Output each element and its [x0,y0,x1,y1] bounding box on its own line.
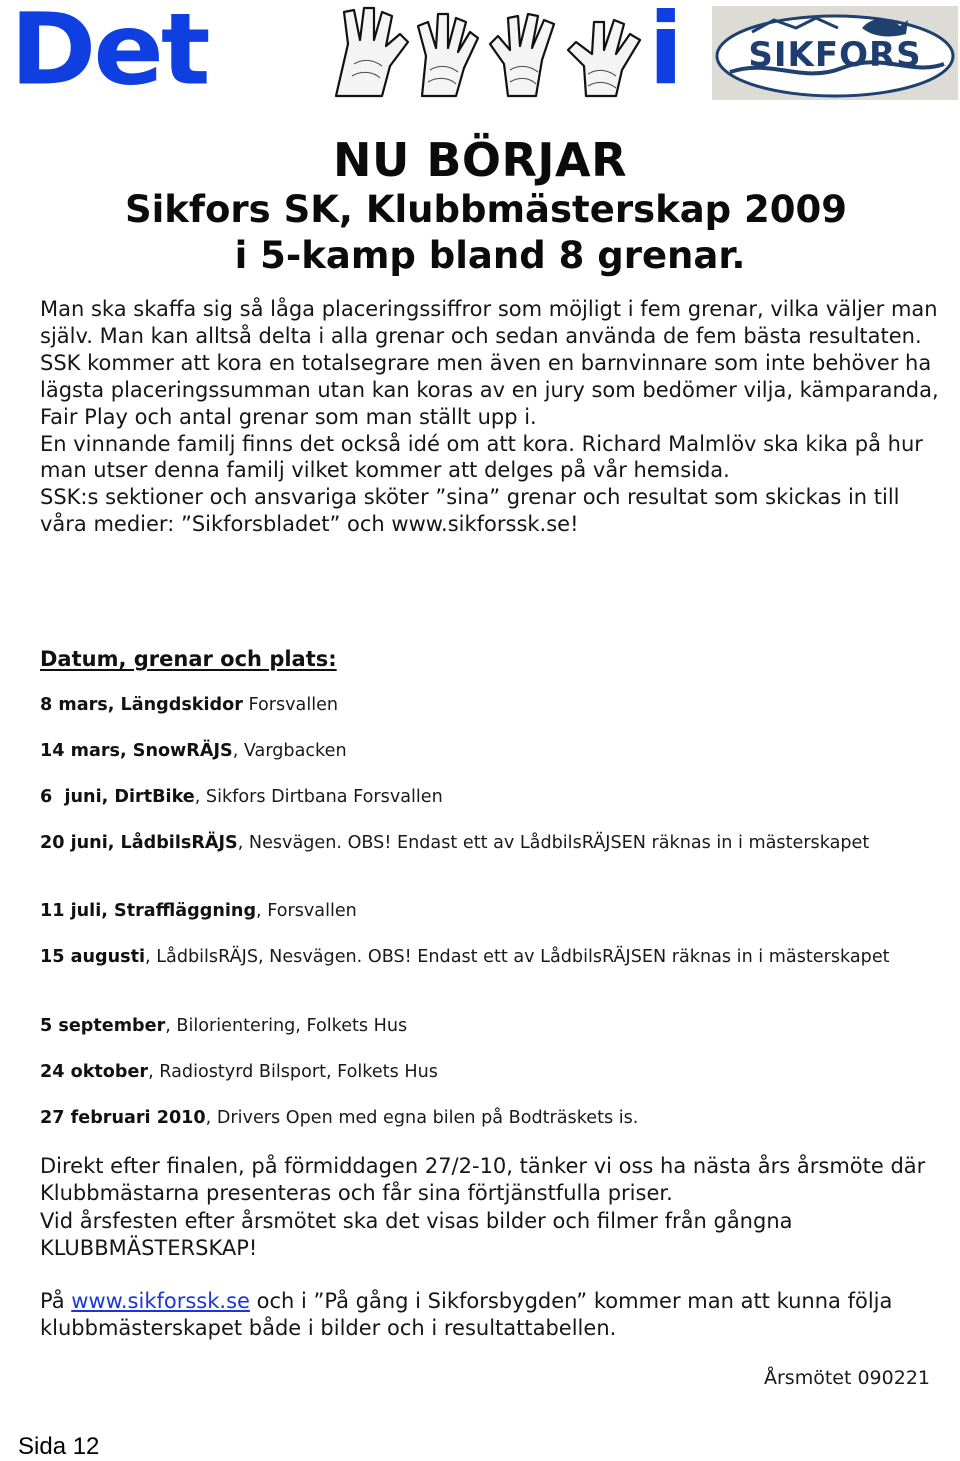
intro-paragraph: SSK:s sektioner och ansvariga sköter ”sina” grenar och resultat som skickas in till våra medier: ”Sikforsbladet” och www.sikforssk.se! [40,485,900,537]
closing-paragraph: Vid årsfesten efter årsmötet ska det visas bilder och filmer från gångna KLUBBMÄSTERSKAP! [40,1208,793,1260]
website-link[interactable]: www.sikforssk.se [71,1289,250,1313]
website-note [40,1288,940,1343]
schedule-item-date: 11 juli, Straffläggning [40,901,257,921]
closing-paragraph: Direkt efter finalen, på förmiddagen 27/2-10, tänker vi oss ha nästa års årsmöte där Klubbmästarna presenteras och får sina förtjänstfulla priser. [40,1154,926,1206]
schedule-item [40,946,940,969]
schedule-item-detail: , Forsvallen [256,901,357,921]
schedule-item [40,832,940,855]
website-note-suffix: och i ”På gång i Sikforsbygden” kommer man att kunna följa klubbmästerskapet både i bilder och i resultattabellen. [40,1289,893,1341]
intro-text [40,296,940,538]
sikfors-logo-graphic [712,6,958,100]
schedule-item-detail: , Radiostyrd Bilsport, Folkets Hus [148,1062,438,1082]
schedule-item-detail: , Sikfors Dirtbana Forsvallen [194,787,443,807]
masthead-brand-det: Det [10,0,208,108]
intro-paragraph: En vinnande familj finns det också idé om att kora. Richard Malmlöv ska kika på hur man utser denna familj vilket kommer att delges på vår hemsida. [40,431,923,483]
schedule-item-detail: , Nesvägen. OBS! Endast ett av LådbilsRÄJSEN räknas in i mästerskapet [237,833,870,853]
sikfors-logo [712,6,958,100]
schedule-heading: Datum, grenar och plats: [40,647,337,671]
hands-illustration [330,4,648,100]
schedule-item-date: 8 mars, Längdskidor [40,695,243,715]
masthead [0,0,960,106]
headline-subtitle-2: i 5-kamp bland 8 grenar. [234,234,746,277]
intro-paragraph: Man ska skaffa sig så låga placeringssiffror som möjligt i fem grenar, vilka väljer man själv. Man kan alltså delta i alla grenar och sedan använda de fem bästa resultaten. [40,297,938,348]
schedule-item-detail: Forsvallen [242,695,339,715]
schedule-item-date: 14 mars, SnowRÄJS [40,741,233,761]
schedule-item-detail: , Bilorientering, Folkets Hus [165,1016,408,1036]
sikfors-logo-text: SIKFORS [748,35,922,75]
schedule-item [40,694,940,717]
schedule-item [40,1107,940,1130]
schedule-item-date: 15 augusti [40,947,146,967]
schedule-item-date: 20 juni, LådbilsRÄJS [40,833,238,853]
signature: Årsmötet 090221 [764,1367,930,1389]
headline-subtitle: Sikfors SK, Klubbmästerskap 2009 [124,188,848,231]
schedule-item-detail: , Vargbacken [232,741,347,761]
headline-title: NU BÖRJAR [332,133,628,187]
intro-paragraph: SSK kommer att kora en totalsegrare men även en barnvinnare som inte behöver ha lägsta placeringssumman utan kan koras av en jury som bedömer vilja, kämparanda, Fair Play och antal grenar som man ställt upp i. [40,350,939,429]
schedule-item [40,900,940,923]
masthead-brand-i: i [648,0,681,108]
schedule-item-detail: , LådbilsRÄJS, Nesvägen. OBS! Endast ett av LådbilsRÄJSEN räknas in i mästerskapet [145,947,890,967]
schedule-item-detail: , Drivers Open med egna bilen på Bodträskets is. [205,1108,639,1128]
schedule-item [40,1015,940,1038]
page-number: Sida 12 [18,1433,100,1460]
schedule-item-date: 5 september [40,1016,166,1036]
closing-text [40,1153,940,1262]
website-note-prefix: På [40,1289,72,1313]
schedule-item [40,786,940,809]
schedule-item-date: 6 juni, DirtBike [40,787,195,807]
schedule-item [40,740,940,763]
schedule-item-date: 24 oktober [40,1062,149,1082]
schedule-item-date: 27 februari 2010 [40,1108,206,1128]
schedule-item [40,1061,940,1084]
